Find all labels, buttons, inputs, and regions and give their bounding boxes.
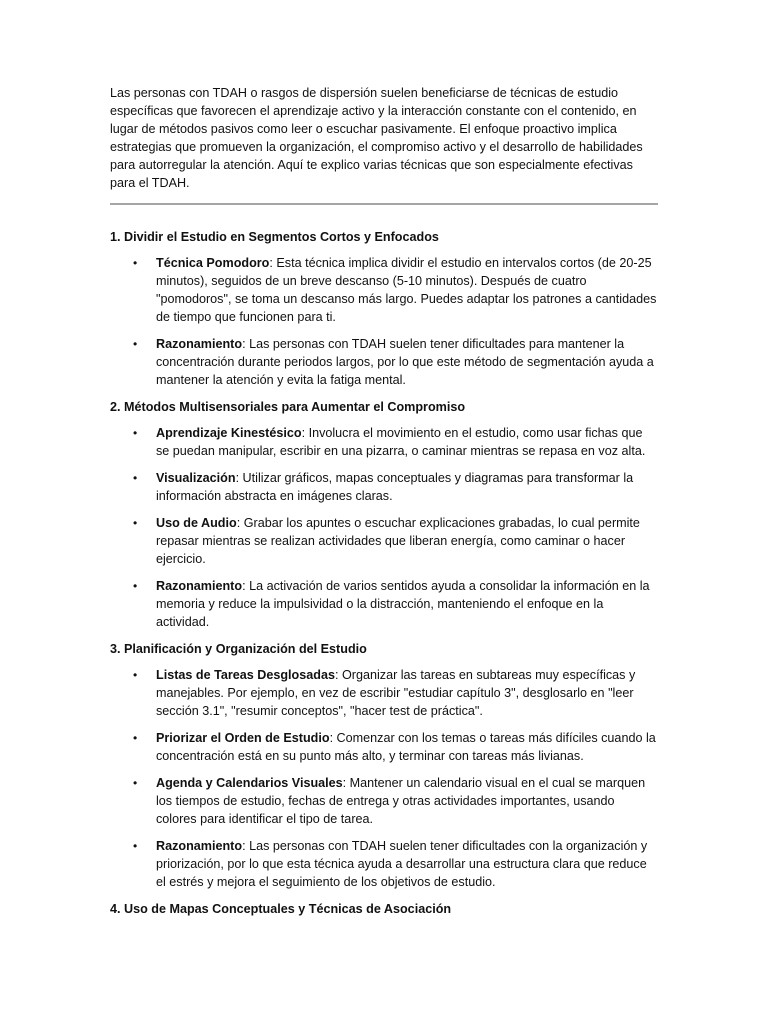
document-content xyxy=(110,84,658,926)
bullet-icon: • xyxy=(133,839,138,853)
section-heading: 4. Uso de Mapas Conceptuales y Técnicas de Asociación xyxy=(110,902,452,916)
item-description: : La activación de varios sentidos ayuda a consolidar la información en la memoria y reduce la impulsividad o la distracción, manteniendo el enfoque en la actividad. xyxy=(156,579,650,629)
bullet-list xyxy=(110,424,658,631)
bullet-icon: • xyxy=(133,776,138,790)
item-term: Uso de Audio xyxy=(156,516,237,530)
item-description: : Las personas con TDAH suelen tener dificultades con la organización y priorización, por lo que esta técnica ayuda a desarrollar una estructura clara que reduce el estrés y mejora el seguimiento de los objetivos de estudio. xyxy=(156,839,648,889)
bullet-icon: • xyxy=(133,668,138,682)
item-term: Técnica Pomodoro xyxy=(156,256,270,270)
bullet-icon: • xyxy=(133,579,138,593)
item-description: : Grabar los apuntes o escuchar explicaciones grabadas, lo cual permite repasar mientras se realizan actividades que liberan energía, como caminar o hacer ejercicio. xyxy=(156,516,640,566)
section-heading: 1. Dividir el Estudio en Segmentos Cortos y Enfocados xyxy=(110,230,439,244)
bullet-list xyxy=(110,254,658,389)
item-description: : Esta técnica implica dividir el estudio en intervalos cortos (de 20-25 minutos), seguidos de un breve descanso (5-10 minutos). Después de cuatro "pomodoros", se toma un descanso más largo. Puedes adaptar los patrones a cantidades de tiempo que funcionen para ti. xyxy=(156,256,657,324)
list-item xyxy=(110,837,658,891)
list-item xyxy=(110,254,658,326)
bullet-list xyxy=(110,666,658,891)
item-term: Visualización xyxy=(156,471,236,485)
bullet-icon: • xyxy=(133,426,138,440)
item-description: : Involucra el movimiento en el estudio, como usar fichas que se puedan manipular, escribir en una pizarra, o caminar mientras se repasa en voz alta. xyxy=(156,426,646,458)
item-term: Listas de Tareas Desglosadas xyxy=(156,668,335,682)
list-item xyxy=(110,774,658,828)
list-item xyxy=(110,335,658,389)
item-term: Agenda y Calendarios Visuales xyxy=(156,776,343,790)
list-item xyxy=(110,514,658,568)
list-item xyxy=(110,469,658,505)
item-description: : Utilizar gráficos, mapas conceptuales y diagramas para transformar la información abstracta en imágenes claras. xyxy=(156,471,634,503)
item-description: : Mantener un calendario visual en el cual se marquen los tiempos de estudio, fechas de entrega y otras actividades importantes, usando colores para identificar el tipo de tarea. xyxy=(156,776,646,826)
sections-container xyxy=(110,228,658,918)
list-item xyxy=(110,729,658,765)
horizontal-rule xyxy=(110,203,658,205)
intro-paragraph: Las personas con TDAH o rasgos de dispersión suelen beneficiarse de técnicas de estudio específicas que favorecen el aprendizaje activo y la interacción constante con el contenido, en lugar de métodos pasivos como leer o escuchar pasivamente. El enfoque proactivo implica estrategias que promueven la organización, el compromiso activo y el desarrollo de habilidades para autorregular la atención. Aquí te explico varias técnicas que son especialmente efectivas para el TDAH. xyxy=(110,86,643,190)
item-term: Razonamiento xyxy=(156,579,243,593)
bullet-icon: • xyxy=(133,337,138,351)
item-description: : Comenzar con los temas o tareas más difíciles cuando la concentración está en su punto más alto, y terminar con tareas más livianas. xyxy=(156,731,656,763)
list-item xyxy=(110,577,658,631)
item-term: Razonamiento xyxy=(156,337,243,351)
section-heading: 3. Planificación y Organización del Estudio xyxy=(110,642,367,656)
bullet-icon: • xyxy=(133,256,138,270)
list-item xyxy=(110,424,658,460)
section-heading: 2. Métodos Multisensoriales para Aumentar el Compromiso xyxy=(110,400,466,414)
bullet-icon: • xyxy=(133,516,138,530)
bullet-icon: • xyxy=(133,471,138,485)
item-description: : Las personas con TDAH suelen tener dificultades para mantener la concentración durante periodos largos, por lo que este método de segmentación ayuda a mantener la atención y evita la fatiga mental. xyxy=(156,337,654,387)
list-item xyxy=(110,666,658,720)
item-term: Razonamiento xyxy=(156,839,243,853)
item-term: Priorizar el Orden de Estudio xyxy=(156,731,330,745)
item-term: Aprendizaje Kinestésico xyxy=(156,426,302,440)
item-description: : Organizar las tareas en subtareas muy específicas y manejables. Por ejemplo, en vez de escribir "estudiar capítulo 3", desglosarlo en "leer sección 3.1", "resumir conceptos", "hacer test de práctica". xyxy=(156,668,636,718)
bullet-icon: • xyxy=(133,731,138,745)
